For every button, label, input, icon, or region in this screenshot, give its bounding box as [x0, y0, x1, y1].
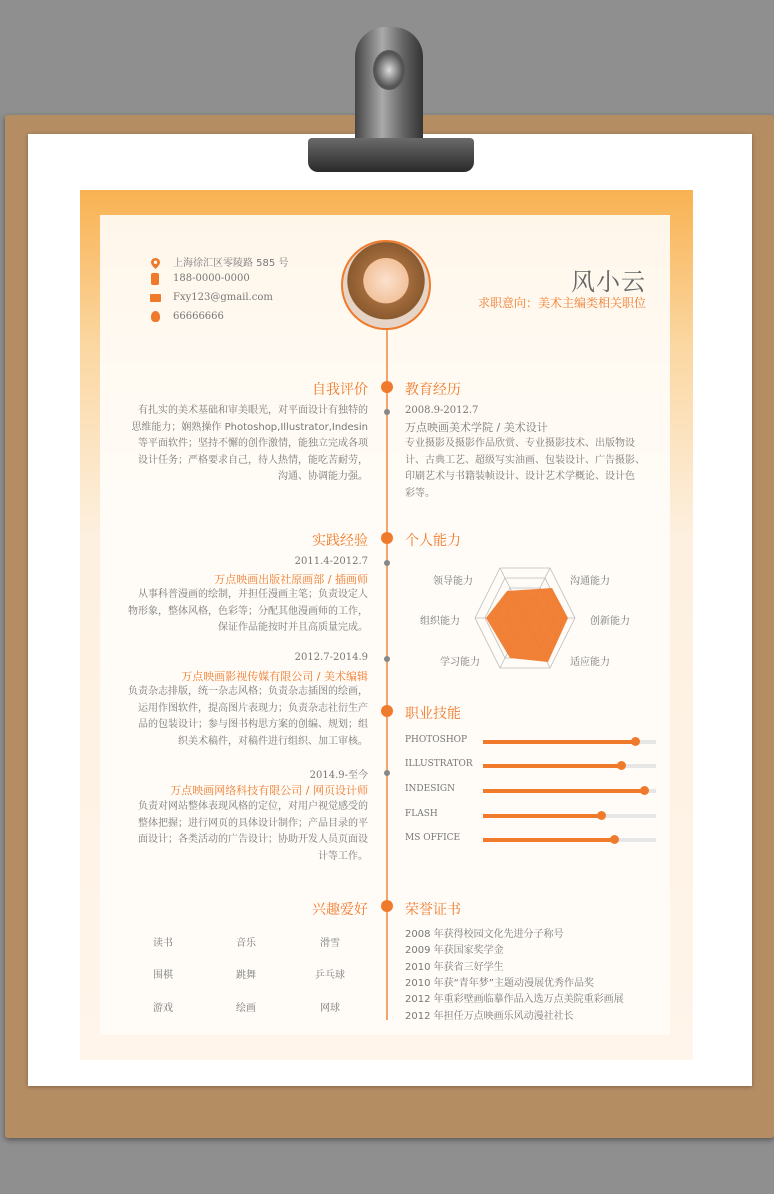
email-icon: [150, 294, 161, 302]
honor-item: 2010 年获省三好学生: [405, 961, 504, 973]
binder-clip-hole: [373, 50, 405, 90]
skill-bar-fill: [483, 814, 601, 818]
experience-period: 2011.4-2012.7: [294, 556, 368, 567]
hobby-item: 滑雪: [320, 938, 340, 949]
skill-bar: [483, 789, 656, 793]
ability-label: 组织能力: [420, 616, 460, 627]
experience-company: 万点映画影视传媒有限公司 / 美术编辑: [181, 670, 368, 683]
job-objective: 求职意向：美术主编类相关职位: [477, 296, 646, 310]
skill-name: INDESIGN: [405, 784, 456, 794]
phone-icon: [151, 273, 159, 285]
honors-heading: 荣誉证书: [405, 902, 461, 918]
honor-item: 2012 年重彩壁画临摹作品入选万点美院重彩画展: [405, 994, 624, 1006]
qq-text: 66666666: [173, 311, 224, 322]
email-text[interactable]: Fxy123@gmail.com: [173, 292, 273, 303]
hobby-item: 跳舞: [236, 970, 256, 981]
ability-label: 沟通能力: [570, 576, 610, 587]
self-eval-text: 有扎实的美术基础和审美眼光，对平面设计有独特的 思维能力；娴熟操作 Photoshop,Illustrator,Indesin 等平面软件；坚持不懈的创作激情，能独立完成各项 设计任务；严格要求自己，待人热情，能吃苦耐劳， 沟通、协调能力强。: [131, 405, 368, 482]
experience-desc: 从事科普漫画的绘制，并担任漫画主笔；负责设定人 物形象，整体风格，色彩等；分配其他漫画师的工作， 保证作品能按时并且高质量完成。: [128, 589, 368, 633]
skill-bar-fill: [483, 764, 621, 768]
skill-name: FLASH: [405, 809, 438, 819]
self-eval-heading: 自我评价: [312, 382, 368, 398]
skill-bar: [483, 838, 656, 842]
hobby-item: 绘画: [236, 1003, 256, 1014]
skill-name: MS OFFICE: [405, 833, 461, 843]
timeline-dot: [381, 900, 393, 912]
skill-bar-fill: [483, 838, 614, 842]
hobby-item: 读书: [153, 938, 173, 949]
education-courses: 专业摄影及摄影作品欣赏、专业摄影技术、出版物设 计、古典工艺、超级写实油画、包装设计、广告摄影、 印刷艺术与书籍装帧设计、设计艺术学概论、设计色 彩等。: [405, 438, 645, 499]
skill-bar: [483, 814, 656, 818]
ability-label: 领导能力: [433, 576, 473, 587]
experience-heading: 实践经验: [312, 533, 368, 549]
honor-item: 2009 年获国家奖学金: [405, 945, 504, 957]
education-period: 2008.9-2012.7: [405, 405, 479, 416]
experience-period: 2012.7-2014.9: [294, 652, 368, 663]
skill-bar-knob: [597, 811, 606, 820]
location-icon: [151, 254, 160, 265]
profile-name: 风小云: [571, 268, 646, 296]
education-heading: 教育经历: [405, 382, 461, 398]
skill-name: ILLUSTRATOR: [405, 759, 473, 769]
experience-period: 2014.9-至今: [309, 770, 368, 781]
honor-item: 2010 年获“青年梦”主题动漫展优秀作品奖: [405, 977, 594, 989]
skill-bar-fill: [483, 789, 644, 793]
experience-desc: 负责对网站整体表现风格的定位，对用户视觉感受的 整体把握；进行网页的具体设计制作；产品目录的平 面设计；各类活动的广告设计；协助开发人员页面设 计等工作。: [138, 801, 368, 862]
skills-heading: 职业技能: [405, 706, 461, 722]
timeline-dot: [381, 532, 393, 544]
qq-icon: [151, 311, 160, 322]
experience-desc: 负责杂志排版，统一杂志风格；负责杂志插图的绘画， 运用作图软件，提高图片表现力；负责杂志社衍生产 品的包装设计；参与图书构思方案的创编、规划；组 织美术稿件，对稿件进行组织、加工审核。: [128, 686, 368, 747]
ability-label: 学习能力: [440, 657, 480, 668]
experience-company: 万点映画出版社原画部 / 插画师: [214, 573, 368, 586]
skill-bar-fill: [483, 740, 635, 744]
abilities-radar-chart: [470, 566, 580, 670]
skill-name: PHOTOSHOP: [405, 735, 468, 745]
education-school: 万点映画美术学院 / 美术设计: [405, 421, 548, 434]
honor-item: 2008 年获得校园文化先进分子称号: [405, 929, 564, 940]
hobbies-heading: 兴趣爱好: [312, 902, 368, 918]
timeline-dot: [381, 705, 393, 717]
abilities-heading: 个人能力: [405, 533, 461, 549]
ability-label: 适应能力: [570, 657, 610, 668]
timeline-dot: [381, 381, 393, 393]
phone-text: 188-0000-0000: [173, 273, 250, 284]
ability-label: 创新能力: [590, 616, 630, 627]
hobby-item: 乒乓球: [315, 970, 345, 981]
skill-bar: [483, 764, 656, 768]
timeline-line: [386, 330, 388, 1020]
timeline-dot: [384, 656, 390, 662]
timeline-dot: [384, 409, 390, 415]
experience-company: 万点映画网络科技有限公司 / 网页设计师: [170, 784, 368, 797]
skill-bar-knob: [640, 786, 649, 795]
hobby-item: 游戏: [153, 1003, 173, 1014]
honor-item: 2012 年担任万点映画乐风动漫社社长: [405, 1010, 574, 1022]
address-text: 上海徐汇区零陵路 585 号: [173, 258, 289, 269]
avatar: [341, 240, 431, 330]
skill-bar: [483, 740, 656, 744]
hobby-item: 音乐: [236, 938, 256, 949]
hobby-item: 围棋: [153, 970, 173, 981]
timeline-dot: [384, 770, 390, 776]
timeline-dot: [384, 560, 390, 566]
hobby-item: 网球: [320, 1003, 340, 1014]
binder-clip-base: [308, 138, 474, 172]
